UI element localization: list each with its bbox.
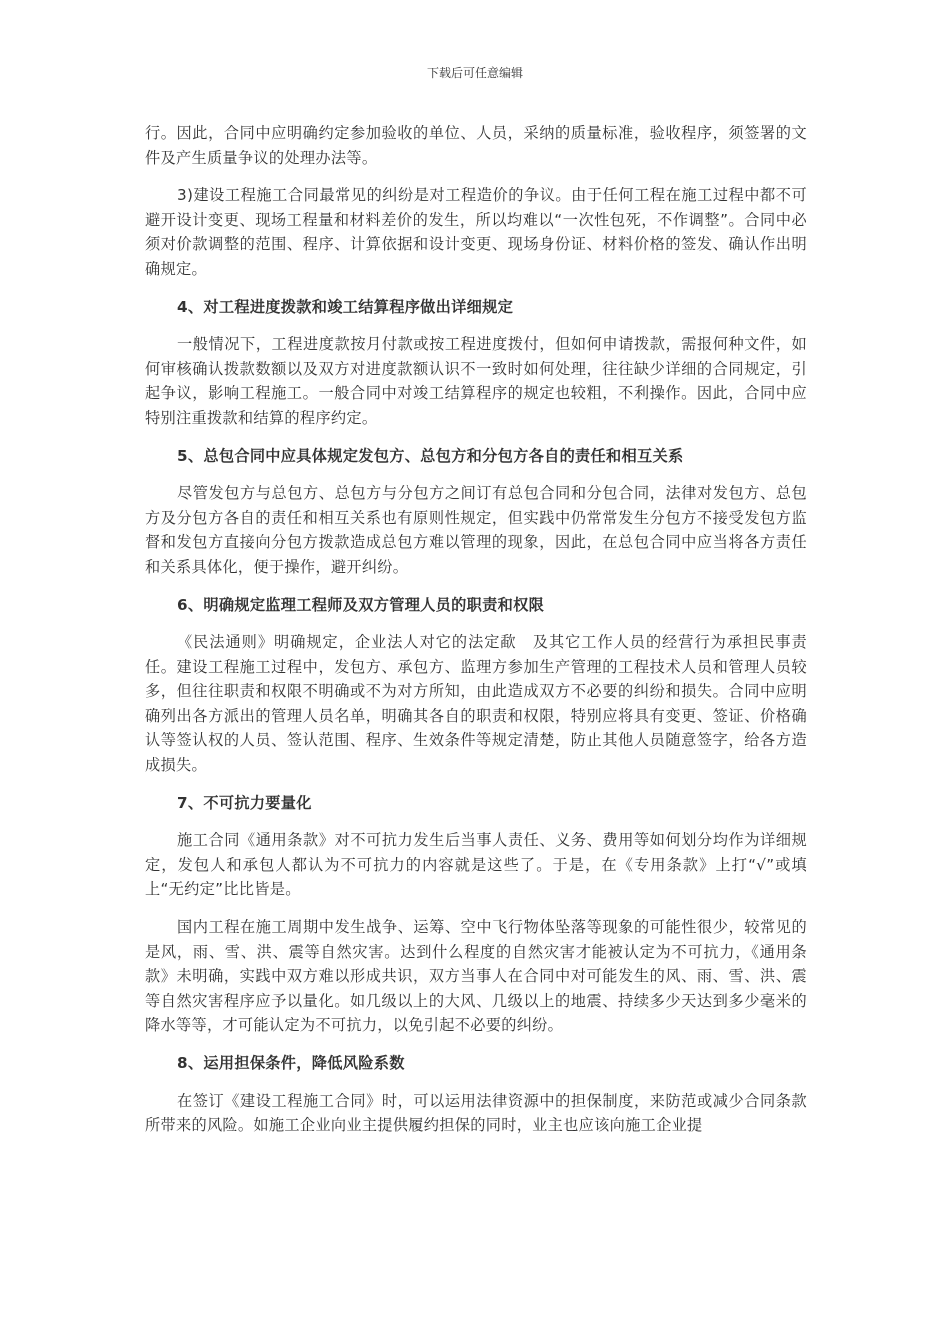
document-body <box>145 121 807 1151</box>
paragraph: 尽管发包方与总包方、总包方与分包方之间订有总包合同和分包合同，法律对发包方、总包方及分包方各自的责任和相互关系也有原则性规定，但实践中仍常常发生分包方不接受发包方监督和发包方直接向分包方拨款造成总包方难以管理的现象，因此，在总包合同中应当将各方责任和关系具体化，便于操作，避开纠纷。 <box>145 484 807 576</box>
section-heading: 6、明确规定监理工程师及双方管理人员的职责和权限 <box>177 595 545 614</box>
paragraph: 3)建设工程施工合同最常见的纠纷是对工程造价的争议。由于任何工程在施工过程中都不可避开设计变更、现场工程量和材料差价的发生，所以均难以“一次性包死，不作调整”。合同中必须对价款调整的范围、程序、计算依据和设计变更、现场身份证、材料价格的签发、确认作出明确规定。 <box>145 186 807 278</box>
page-header: 下载后可任意编辑 <box>426 66 523 80</box>
paragraph: 在签订《建设工程施工合同》时，可以运用法律资源中的担保制度，来防范或减少合同条款所带来的风险。如施工企业向业主提供履约担保的同时，业主也应该向施工企业提 <box>145 1091 807 1135</box>
section-heading: 4、对工程进度拨款和竣工结算程序做出详细规定 <box>177 297 514 316</box>
paragraph: 行。因此，合同中应明确约定参加验收的单位、人员，采纳的质量标准，验收程序，须签署的文件及产生质量争议的处理办法等。 <box>145 124 807 167</box>
paragraph: 施工合同《通用条款》对不可抗力发生后当事人责任、义务、费用等如何划分均作为详细规定，发包人和承包人都认为不可抗力的内容就是这些了。于是，在《专用条款》上打“√”或填上“无约定”比比皆是。 <box>145 831 807 899</box>
paragraph: 《民法通则》明确规定，企业法人对它的法定歃 及其它工作人员的经营行为承担民事责任。建设工程施工过程中，发包方、承包方、监理方参加生产管理的工程技术人员和管理人员较多，但往往职责和权限不明确或不为对方所知，由此造成双方不必要的纠纷和损失。合同中应明确列出各方派出的管理人员名单，明确其各自的职责和权限，特别应将具有变更、签证、价格确认等签认权的人员、签认范围、程序、生效条件等规定清楚，防止其他人员随意签字，给各方造成损失。 <box>145 633 807 775</box>
paragraph: 一般情况下，工程进度款按月付款或按工程进度拨付，但如何申请拨款，需报何种文件，如何审核确认拨款数额以及双方对进度款额认识不一致时如何处理，往往缺少详细的合同规定，引起争议，影响工程施工。一般合同中对竣工结算程序的规定也较粗，不利操作。因此，合同中应特别注重拨款和结算的程序约定。 <box>145 335 807 427</box>
section-heading: 5、总包合同中应具体规定发包方、总包方和分包方各自的责任和相互关系 <box>177 446 684 465</box>
section-heading: 7、不可抗力要量化 <box>177 793 312 812</box>
section-heading: 8、运用担保条件，降低风险系数 <box>177 1054 405 1072</box>
paragraph: 国内工程在施工周期中发生战争、运筹、空中飞行物体坠落等现象的可能性很少，较常见的是风，雨、雪、洪、震等自然灾害。达到什么程度的自然灾害才能被认定为不可抗力，《通用条款》未明确，实践中双方难以形成共识，双方当事人在合同中对可能发生的风、雨、雪、洪、震等自然灾害程序应予以量化。如几级以上的大风、几级以上的地震、持续多少天达到多少毫米的降水等等，才可能认定为不可抗力，以免引起不必要的纠纷。 <box>145 918 807 1035</box>
